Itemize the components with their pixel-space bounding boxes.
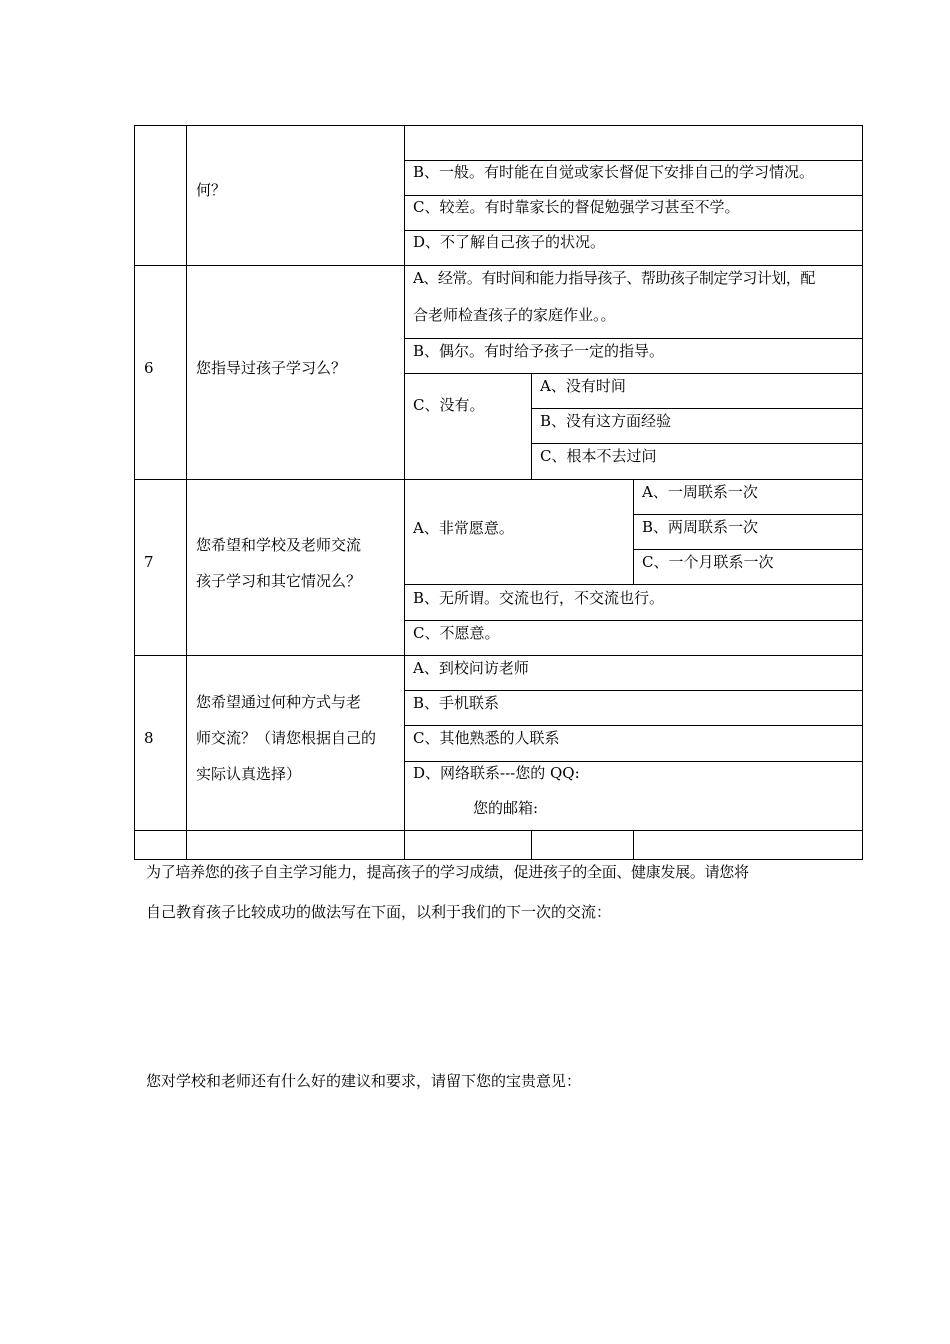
suggestion-prompt: 您对学校和老师还有什么好的建议和要求，请留下您的宝贵意见： [146, 1072, 582, 1090]
q6-number: 6 [144, 359, 154, 377]
q8-question-line2: 师交流？（请您根据自己的 [196, 729, 377, 747]
row-divider [531, 408, 863, 409]
q6-sub-option-c: C、根本不去过问 [540, 447, 657, 465]
column-divider [633, 830, 634, 860]
row-divider [134, 830, 863, 831]
row-divider [134, 265, 863, 266]
q8-option-b: B、手机联系 [413, 694, 500, 712]
q7-sub-option-b: B、两周联系一次 [642, 518, 759, 536]
q6-option-b: B、偶尔。有时给予孩子一定的指导。 [413, 342, 665, 360]
q8-question-line3: 实际认真选择） [196, 765, 302, 783]
experience-prompt-line2: 自己教育孩子比较成功的做法写在下面，以利于我们的下一次的交流： [146, 903, 612, 921]
q7-number: 7 [144, 553, 154, 571]
row-divider [404, 160, 863, 161]
row-divider [404, 373, 863, 374]
row-divider [134, 479, 863, 480]
table-border-top [134, 125, 863, 126]
table-border-left [134, 125, 135, 860]
row-divider [531, 443, 863, 444]
q8-option-a: A、到校问访老师 [413, 659, 529, 677]
q8-option-c: C、其他熟悉的人联系 [413, 729, 560, 747]
q6-option-a-cont: 合老师检查孩子的家庭作业。。 [413, 306, 616, 324]
column-divider [531, 830, 532, 860]
row-divider [404, 620, 863, 621]
q8-option-d-email: 您的邮箱: [473, 799, 539, 817]
q8-question-line1: 您希望通过何种方式与老 [196, 693, 362, 711]
column-divider [404, 125, 405, 860]
row-divider [404, 230, 863, 231]
q6-question: 您指导过孩子学习么？ [196, 359, 347, 377]
row-divider [134, 655, 863, 656]
q6-sub-option-b: B、没有这方面经验 [540, 412, 672, 430]
experience-prompt-line1: 为了培养您的孩子自主学习能力，提高孩子的学习成绩，促进孩子的全面、健康发展。请您将 [146, 863, 749, 881]
row-divider [404, 761, 863, 762]
q6-option-c: C、没有。 [413, 396, 485, 414]
q7-question-line1: 您希望和学校及老师交流 [196, 536, 362, 554]
q5-option-b: B、一般。有时能在自觉或家长督促下安排自己的学习情况。 [413, 163, 815, 181]
q5-option-c: C、较差。有时靠家长的督促勉强学习甚至不学。 [413, 198, 740, 216]
column-divider [633, 479, 634, 584]
row-divider [404, 690, 863, 691]
q7-question-line2: 孩子学习和其它情况么？ [196, 572, 362, 590]
row-divider [633, 549, 863, 550]
table-border-right [862, 125, 863, 860]
q8-number: 8 [144, 729, 154, 747]
row-divider [404, 725, 863, 726]
q7-option-b: B、无所谓。交流也行，不交流也行。 [413, 589, 665, 607]
q7-sub-option-a: A、一周联系一次 [642, 483, 758, 501]
q5-question-text: 何？ [196, 181, 227, 199]
q6-option-a: A、经常。有时间和能力指导孩子、帮助孩子制定学习计划，配 [413, 269, 815, 287]
q7-sub-option-c: C、一个月联系一次 [642, 553, 774, 571]
q6-sub-option-a: A、没有时间 [540, 377, 626, 395]
column-divider [186, 125, 187, 860]
column-divider [531, 373, 532, 479]
survey-table [134, 125, 863, 861]
q5-option-d: D、不了解自己孩子的状况。 [413, 233, 606, 251]
row-divider [404, 195, 863, 196]
row-divider [633, 514, 863, 515]
row-divider [404, 338, 863, 339]
q8-option-d-qq: D、网络联系---您的 QQ: [413, 764, 580, 782]
q7-option-a: A、非常愿意。 [413, 519, 514, 537]
row-divider [404, 584, 863, 585]
table-border-bottom [134, 859, 863, 860]
q7-option-c: C、不愿意。 [413, 624, 500, 642]
